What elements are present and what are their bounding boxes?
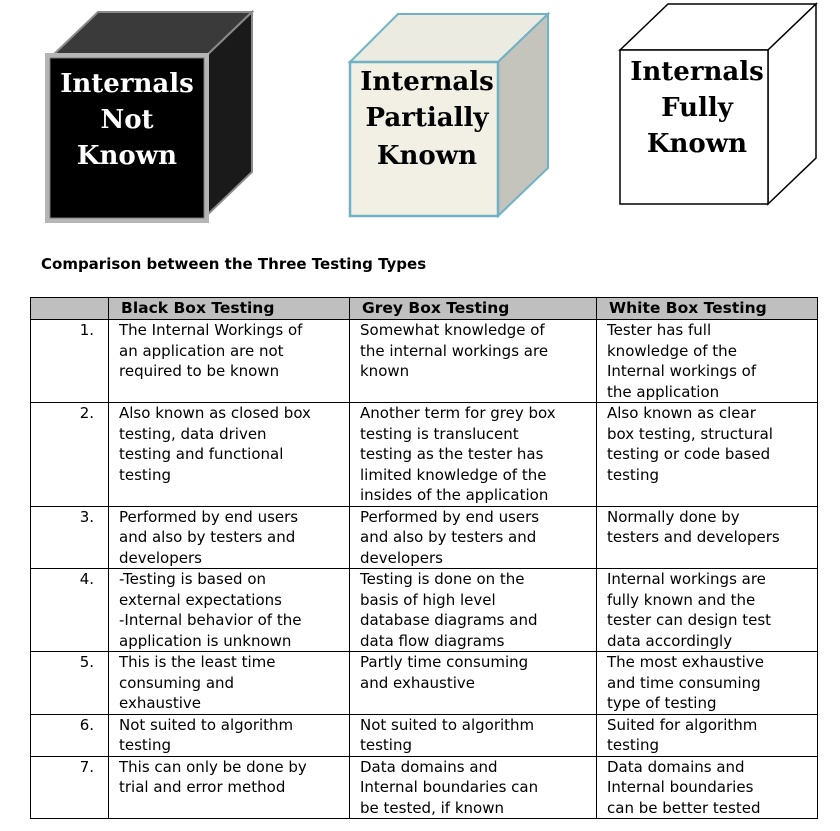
grey-box-cell: Data domains and Internal boundaries can be tested, if known	[350, 756, 597, 819]
row-number: 1.	[31, 320, 109, 403]
white-box-cell: Normally done by testers and developers	[597, 506, 818, 569]
grey-box-cell: Performed by end users and also by testers and developers	[350, 506, 597, 569]
table-row	[31, 506, 818, 569]
black-box-cell: Not suited to algorithm testing	[109, 714, 350, 756]
black-box-cell: Also known as closed box testing, data driven testing and functional testing	[109, 403, 350, 507]
table-row	[31, 714, 818, 756]
row-number: 7.	[31, 756, 109, 819]
black-box-label-2: Not	[100, 105, 154, 135]
black-box-label-3: Known	[76, 141, 178, 171]
table-header-row	[31, 298, 818, 320]
grey-box-label-3: Known	[376, 141, 478, 171]
header-white-box: White Box Testing	[597, 298, 818, 320]
row-number: 6.	[31, 714, 109, 756]
comparison-table	[30, 297, 818, 819]
grey-box-cell: Not suited to algorithm testing	[350, 714, 597, 756]
table-row	[31, 403, 818, 507]
row-number: 3.	[31, 506, 109, 569]
white-box-cell: Internal workings are fully known and the tester can design test data accordingly	[597, 569, 818, 652]
header-grey-box: Grey Box Testing	[350, 298, 597, 320]
grey-box-cell: Partly time consuming and exhaustive	[350, 652, 597, 715]
white-box	[620, 4, 816, 204]
white-box-cell: The most exhaustive and time consuming type of testing	[597, 652, 818, 715]
testing-boxes-diagram	[0, 0, 840, 240]
black-box-cell: The Internal Workings of an application are not required to be known	[109, 320, 350, 403]
row-number: 2.	[31, 403, 109, 507]
header-black-box: Black Box Testing	[109, 298, 350, 320]
white-box-cell: Suited for algorithm testing	[597, 714, 818, 756]
grey-box-label-1: Internals	[360, 67, 494, 97]
grey-box	[350, 14, 548, 216]
table-row	[31, 569, 818, 652]
header-number	[31, 298, 109, 320]
black-box-cell: This is the least time consuming and exhaustive	[109, 652, 350, 715]
black-box-cell: This can only be done by trial and error method	[109, 756, 350, 819]
black-box-label-1: Internals	[60, 69, 194, 99]
white-box-cell: Tester has full knowledge of the Internal workings of the application	[597, 320, 818, 403]
grey-box-label-2: Partially	[365, 103, 489, 133]
table-row	[31, 320, 818, 403]
row-number: 4.	[31, 569, 109, 652]
grey-box-cell: Another term for grey box testing is translucent testing as the tester has limited knowledge of the insides of the application	[350, 403, 597, 507]
white-box-label-2: Fully	[661, 93, 733, 123]
table-row	[31, 652, 818, 715]
grey-box-cell: Somewhat knowledge of the internal workings are known	[350, 320, 597, 403]
black-box-cell: Performed by end users and also by testers and developers	[109, 506, 350, 569]
black-box-cell: -Testing is based on external expectations -Internal behavior of the application is unknown	[109, 569, 350, 652]
white-box-cell: Data domains and Internal boundaries can be better tested	[597, 756, 818, 819]
grey-box-cell: Testing is done on the basis of high level database diagrams and data flow diagrams	[350, 569, 597, 652]
section-title: Comparison between the Three Testing Types	[41, 255, 427, 273]
black-box	[48, 12, 252, 220]
white-box-label-3: Known	[646, 129, 748, 159]
row-number: 5.	[31, 652, 109, 715]
table-row	[31, 756, 818, 819]
white-box-cell: Also known as clear box testing, structural testing or code based testing	[597, 403, 818, 507]
white-box-label-1: Internals	[630, 57, 764, 87]
